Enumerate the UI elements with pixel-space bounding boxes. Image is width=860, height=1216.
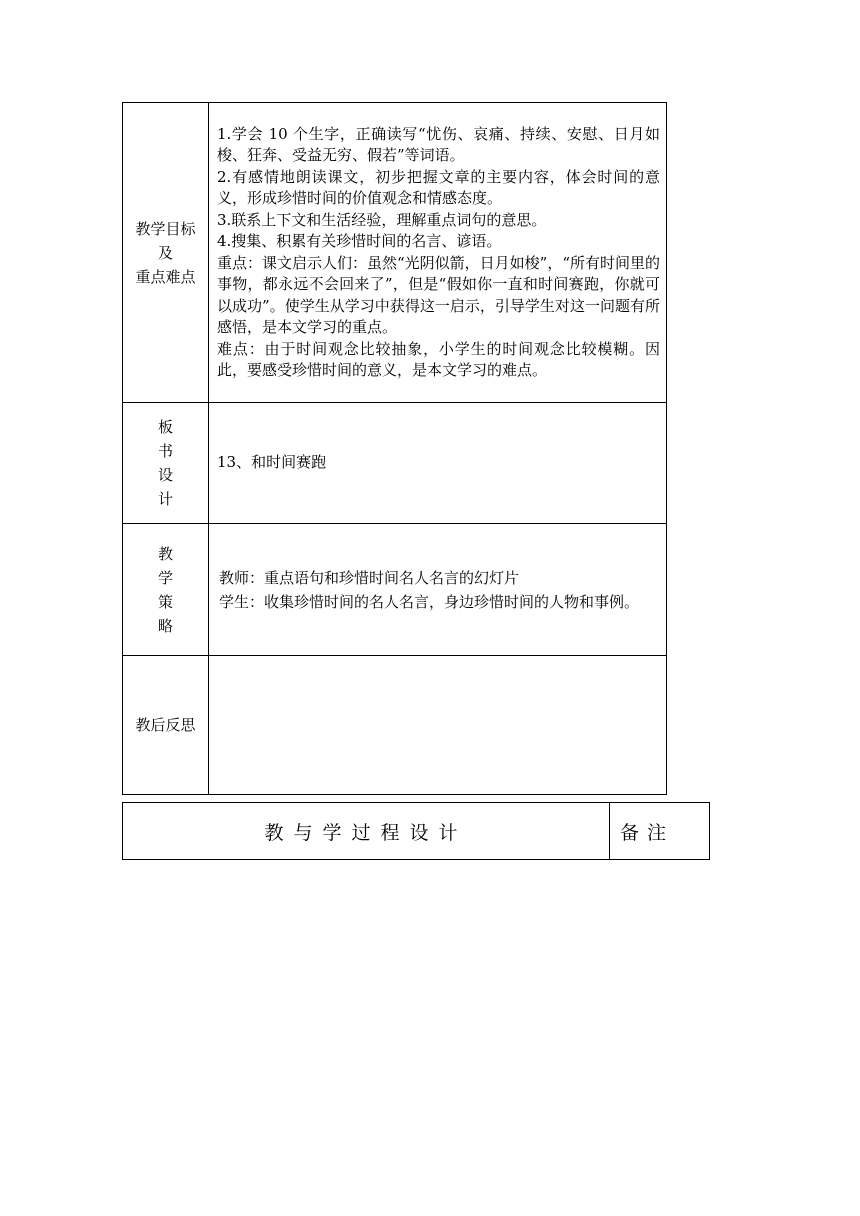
process-title: 教与学过程设计 [123, 803, 610, 860]
goals-row [123, 103, 667, 403]
goal-item-3: 3.联系上下文和生活经验，理解重点词句的意思。 [217, 210, 547, 229]
difficult-point: 难点：由于时间观念比较抽象，小学生的时间观念比较模糊。因此，要感受珍惜时间的意义，是本文学习的难点。 [217, 339, 660, 379]
process-table [122, 802, 710, 860]
reflection-content [209, 656, 667, 795]
reflection-row [123, 656, 667, 795]
teacher-strategy: 教师：重点语句和珍惜时间名人名言的幻灯片 [219, 568, 520, 587]
strategy-row [123, 524, 667, 656]
goal-item-1: 1.学会 10 个生字，正确读写“忧伤、哀痛、持续、安慰、日月如梭、狂奔、受益无穷、假若”等词语。 [217, 124, 660, 164]
process-header-row [123, 803, 710, 860]
board-row [123, 403, 667, 524]
board-content: 13、和时间赛跑 [209, 403, 667, 524]
goals-content [209, 103, 667, 403]
board-label: 板 书 设 计 [123, 403, 209, 524]
strategy-label: 教 学 策 略 [123, 524, 209, 656]
student-strategy: 学生：收集珍惜时间的名人名言，身边珍惜时间的人物和事例。 [219, 592, 640, 611]
key-point: 重点：课文启示人们：虽然“光阴似箭，日月如梭”，“所有时间里的事物，都永远不会回来了”，但是“假如你一直和时间赛跑，你就可以成功”。使学生从学习中获得这一启示，引导学生对这一问题有所感悟，是本文学习的重点。 [217, 253, 661, 336]
goal-item-4: 4.搜集、积累有关珍惜时间的名言、谚语。 [217, 232, 502, 250]
notes-header: 备注 [610, 803, 710, 860]
reflection-label: 教后反思 [123, 656, 209, 795]
strategy-content [209, 524, 667, 656]
goals-label: 教学目标 及 重点难点 [123, 103, 209, 403]
lesson-plan-table [122, 102, 667, 795]
goal-item-2: 2.有感情地朗读课文，初步把握文章的主要内容，体会时间的意义，形成珍惜时间的价值观念和情感态度。 [217, 167, 660, 207]
